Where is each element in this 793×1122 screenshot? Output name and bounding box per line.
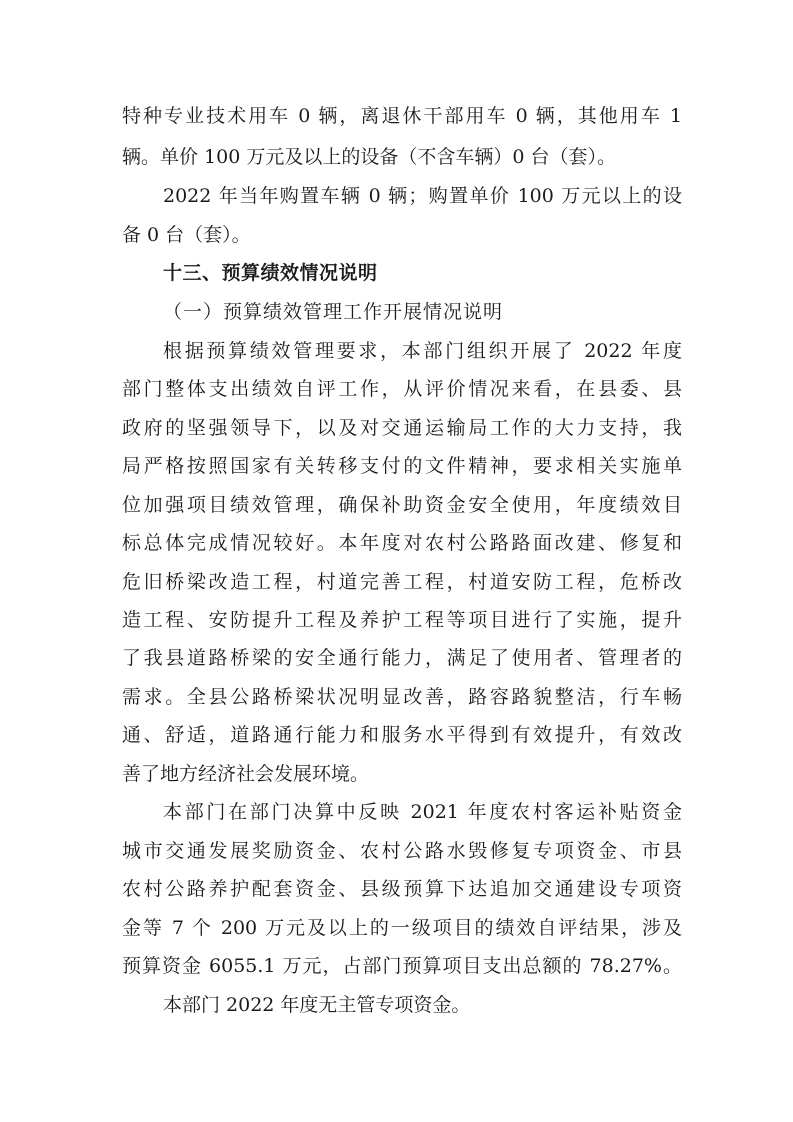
text-line: 位加强项目绩效管理，确保补助资金安全使用，年度绩效目 <box>122 494 682 516</box>
text-line: 辆。单价 100 万元及以上的设备（不含车辆）0 台（套）。 <box>122 146 616 168</box>
text-line: 了我县道路桥梁的安全通行能力，满足了使用者、管理者的 <box>122 647 682 669</box>
text-line: 本部门在部门决算中反映 2021 年度农村客运补贴资金 <box>163 801 682 823</box>
text-line: 危旧桥梁改造工程，村道完善工程，村道安防工程，危桥改 <box>122 571 682 593</box>
text-line: 标总体完成情况较好。本年度对农村公路路面改建、修复和 <box>122 532 682 554</box>
text-line: 善了地方经济社会发展环境。 <box>122 763 370 785</box>
text-line: 局严格按照国家有关转移支付的文件精神，要求相关实施单 <box>122 455 682 477</box>
text-line: 金等 7 个 200 万元及以上的一级项目的绩效自评结果，涉及 <box>122 917 682 939</box>
text-line: 本部门 2022 年度无主管专项资金。 <box>163 994 471 1016</box>
text-line: 造工程、安防提升工程及养护工程等项目进行了实施，提升 <box>122 609 682 631</box>
subsection-heading: （一）预算绩效管理工作开展情况说明 <box>163 301 504 323</box>
text-line: 备 0 台（套）。 <box>122 224 251 246</box>
text-line: 城市交通发展奖励资金、农村公路水毁修复专项资金、市县 <box>122 840 682 862</box>
text-line: 政府的坚强领导下，以及对交通运输局工作的大力支持，我 <box>122 417 682 439</box>
text-line: 需求。全县公路桥梁状况明显改善，路容路貌整洁，行车畅 <box>122 686 682 708</box>
text-line: 预算资金 6055.1 万元，占部门预算项目支出总额的 78.27%。 <box>122 955 682 977</box>
text-line: 通、舒适，道路通行能力和服务水平得到有效提升，有效改 <box>122 724 682 746</box>
text-line: 特种专业技术用车 0 辆，离退休干部用车 0 辆，其他用车 1 <box>122 105 682 127</box>
text-line: 根据预算绩效管理要求，本部门组织开展了 2022 年度 <box>163 340 682 362</box>
section-heading: 十三、预算绩效情况说明 <box>163 262 378 284</box>
text-line: 农村公路养护配套资金、县级预算下达追加交通建设专项资 <box>122 878 682 900</box>
text-line: 部门整体支出绩效自评工作，从评价情况来看，在县委、县 <box>122 378 682 400</box>
text-line: 2022 年当年购置车辆 0 辆；购置单价 100 万元以上的设 <box>163 185 682 207</box>
